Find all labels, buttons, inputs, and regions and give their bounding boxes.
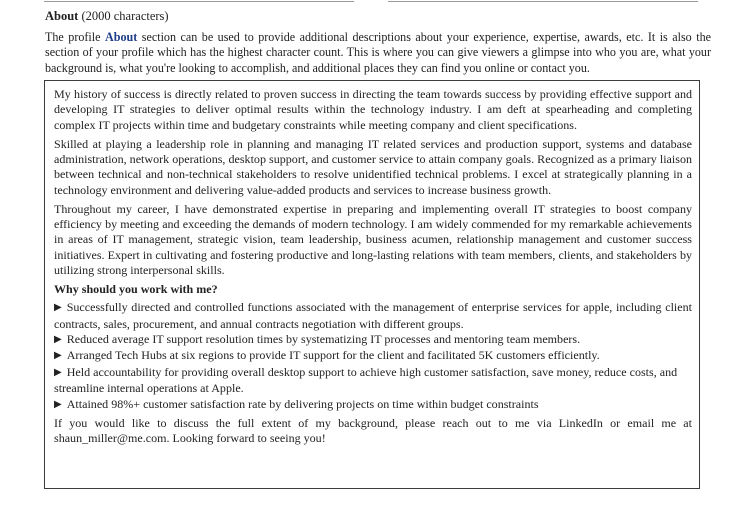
achievements-list [54, 300, 692, 412]
about-paragraph-2: Skilled at playing a leadership role in planning and managing IT related services and production support, systems and database administration, network operations, desktop support, and customer service to attain company goals. Recognized as a primary liaison between technical and non-technical stakeholders to resolve unidentified technical problems. I excel at strategically planning in a technology environment and delivering value-added products and services to increase business growth. [54, 136, 692, 197]
list-item-text: Held accountability for providing overall desktop support to achieve high customer satisfaction, save money, reduce costs, and streamline internal operations at Apple. [54, 364, 678, 396]
right-triangle-icon: ▶ [54, 334, 62, 346]
character-limit-note: (2000 characters) [81, 9, 169, 23]
list-item [54, 300, 692, 332]
section-title: About [45, 9, 79, 23]
about-paragraph-3: Throughout my career, I have demonstrated expertise in preparing and implementing overall IT strategies to boost company efficiency by meeting and exceeding the demands of modern technology. I am widely commended for my remarkable achievements in areas of IT management, strategic vision, team leadership, business acumen, relationship management and customer success initiatives. Expert in cultivating and fostering productive and long-lasting relations with team members, clients, and stakeholders by utilizing strong interpersonal skills. [54, 201, 692, 277]
why-work-with-me-heading: Why should you work with me? [54, 281, 218, 296]
about-text-box [44, 80, 700, 489]
top-divider-left [44, 1, 354, 2]
intro-text-rest: section can be used to provide additional descriptions about your experience, expertise, awards, etc. It is also the section of your profile which has the highest character count. This is where you can give viewers a glimpse into who you are, what your background is, what you're looking to accomplish, and additional places they can find you online or contact you. [45, 30, 711, 75]
list-item-text: Attained 98%+ customer satisfaction rate by delivering projects on time within budget constraints [66, 396, 539, 411]
about-paragraph-1: My history of success is directly related to proven success in directing the team towards success by providing effective support and developing IT strategies to deliver optimal results within the technology industry. I am deft at spearheading and completing complex IT projects within time and budgetary constraints while meeting company and client specifications. [54, 87, 692, 132]
list-item [54, 397, 692, 413]
right-triangle-icon: ▶ [54, 366, 62, 378]
intro-paragraph [45, 30, 711, 76]
list-item-text: Reduced average IT support resolution times by systematizing IT processes and mentoring team members. [66, 332, 581, 347]
right-triangle-icon: ▶ [54, 350, 62, 362]
list-item [54, 332, 692, 348]
list-item-text: Arranged Tech Hubs at six regions to provide IT support for the client and facilitated 5K customers efficiently. [66, 348, 600, 363]
list-item [54, 365, 692, 397]
closing-paragraph: If you would like to discuss the full extent of my background, please reach out to me via LinkedIn or email me at shaun_miller@me.com. Looking forward to seeing you! [54, 415, 692, 446]
intro-text-start: The profile [45, 30, 106, 44]
top-divider-right [388, 1, 698, 2]
right-triangle-icon: ▶ [54, 398, 62, 410]
section-heading [45, 8, 169, 24]
about-keyword: About [105, 30, 138, 44]
list-item-text: Successfully directed and controlled functions associated with the management of enterprise services for apple, including client contracts, sales, procurement, and annual contracts negotiation with different groups. [54, 300, 692, 331]
list-item [54, 348, 692, 364]
right-triangle-icon: ▶ [54, 302, 62, 314]
